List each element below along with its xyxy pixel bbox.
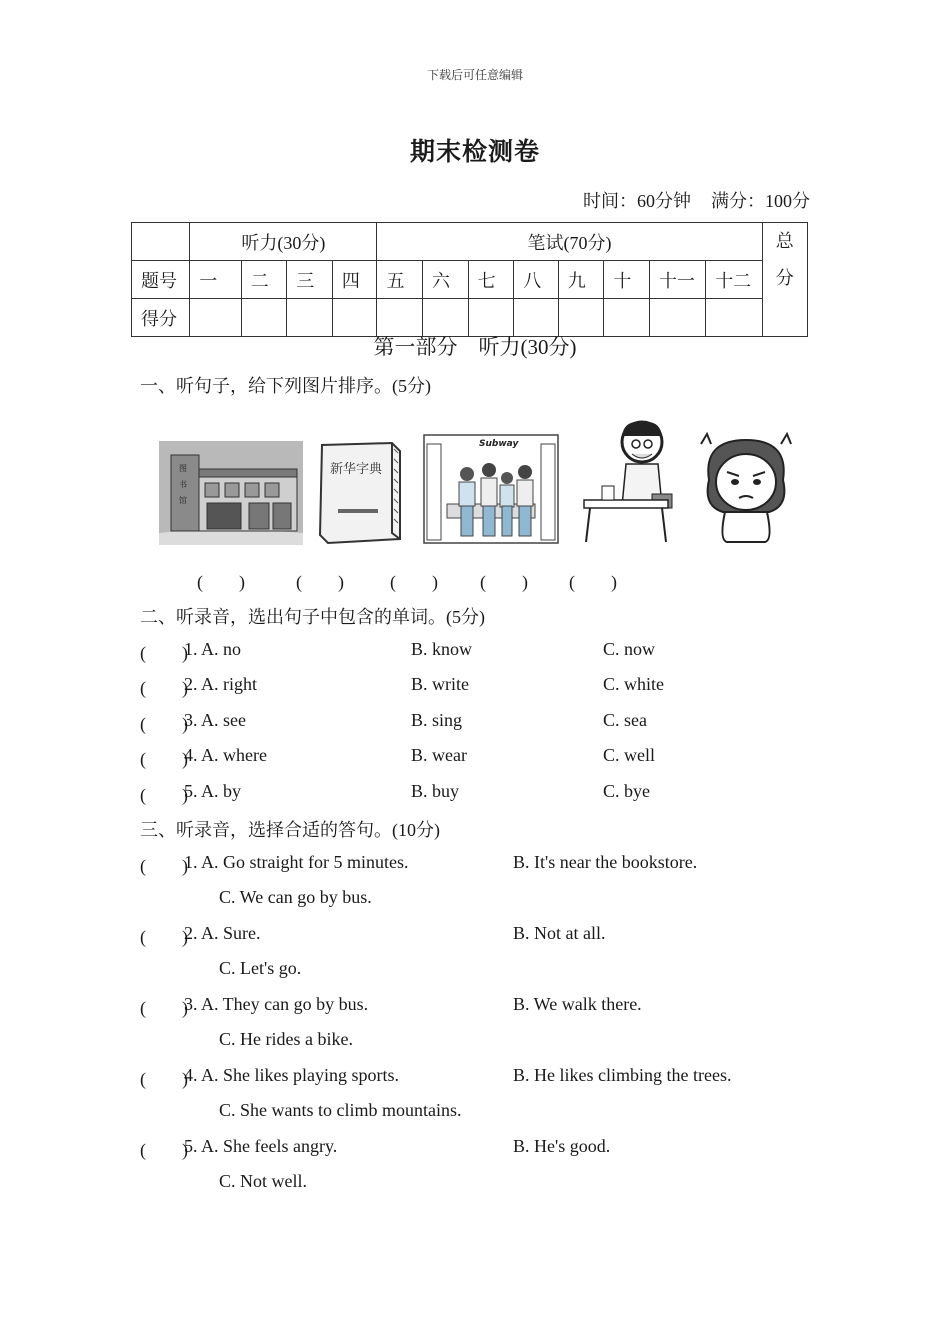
question-number: 九 — [558, 261, 604, 299]
answer-blank[interactable]: ( ) — [140, 678, 188, 698]
time-limit: 时间：60分钟 — [583, 191, 691, 211]
option-a: 1. A. Go straight for 5 minutes. — [184, 852, 409, 872]
question-number: 七 — [468, 261, 514, 299]
question-number: 六 — [423, 261, 469, 299]
option-a: 2. A. Sure. — [184, 923, 261, 943]
picture-answer-blank[interactable]: ( ) — [197, 572, 245, 592]
row-label-score: 得分 — [132, 299, 190, 337]
question-row — [140, 710, 840, 734]
svg-text:书: 书 — [179, 480, 187, 489]
question-row — [140, 781, 840, 805]
option-b: B. It's near the bookstore. — [513, 852, 698, 872]
row-label-number: 题号 — [132, 261, 190, 299]
subway-sign: Subway — [479, 439, 519, 449]
question-number: 八 — [514, 261, 559, 299]
answer-blank[interactable]: ( ) — [140, 749, 188, 769]
svg-text:馆: 馆 — [179, 496, 187, 505]
option-c: C. sea — [603, 710, 647, 730]
question-row — [140, 1065, 840, 1089]
answer-blank[interactable]: ( ) — [140, 998, 188, 1018]
question-number: 五 — [377, 261, 423, 299]
option-b: B. write — [411, 674, 469, 694]
option-b: B. Not at all. — [513, 923, 606, 943]
picture-answer-blank[interactable]: ( ) — [390, 572, 438, 592]
question-number: 十二 — [706, 261, 762, 299]
question-row — [140, 1136, 840, 1160]
question-row — [140, 852, 840, 876]
question-row — [140, 994, 840, 1018]
table-corner — [132, 223, 190, 261]
answer-blank[interactable]: ( ) — [140, 714, 188, 734]
option-a: 1. A. no — [184, 639, 242, 659]
subway-image — [423, 434, 559, 544]
question-number: 十一 — [649, 261, 705, 299]
option-c: C. She wants to climb mountains. — [219, 1100, 462, 1120]
answer-blank[interactable]: ( ) — [140, 856, 188, 876]
library-building-image — [159, 441, 303, 545]
exam-meta — [583, 187, 810, 213]
option-b: B. wear — [411, 745, 467, 765]
question-number: 四 — [332, 261, 377, 299]
svg-text:图: 图 — [179, 464, 187, 473]
option-c: C. He rides a bike. — [219, 1029, 353, 1049]
option-c: C. now — [603, 639, 656, 659]
question-number: 十 — [604, 261, 650, 299]
answer-blank[interactable]: ( ) — [140, 785, 188, 805]
option-c: C. white — [603, 674, 664, 694]
option-c: C. bye — [603, 781, 650, 801]
dictionary-title: 新华字典 — [330, 462, 383, 477]
option-a: 4. A. She likes playing sports. — [184, 1065, 399, 1085]
total-header: 总 分 — [762, 223, 807, 337]
section3-heading: 三、听录音，选择合适的答句。(10分) — [140, 820, 440, 840]
answer-blank[interactable]: ( ) — [140, 1140, 188, 1160]
grandpa-image — [582, 418, 678, 544]
option-c: C. Not well. — [219, 1171, 307, 1191]
option-b: B. know — [411, 639, 473, 659]
option-c: C. well — [603, 745, 655, 765]
question-number: 三 — [287, 261, 333, 299]
listening-header: 听力(30分) — [190, 223, 377, 261]
writing-header: 笔试(70分) — [377, 223, 762, 261]
option-a: 5. A. by — [184, 781, 242, 801]
option-a: 2. A. right — [184, 674, 258, 694]
section1-heading: 一、听句子，给下列图片排序。(5分) — [140, 376, 431, 396]
section2-heading: 二、听录音，选出句子中包含的单词。(5分) — [140, 607, 485, 627]
question-row — [140, 639, 840, 663]
picture-answer-blank[interactable]: ( ) — [569, 572, 617, 592]
question-number: 一 — [190, 261, 241, 299]
angry-girl-image — [697, 430, 795, 546]
option-a: 3. A. They can go by bus. — [184, 994, 369, 1014]
question-number: 二 — [241, 261, 287, 299]
picture-answer-blank[interactable]: ( ) — [480, 572, 528, 592]
option-a: 3. A. see — [184, 710, 246, 730]
option-b: B. He likes climbing the trees. — [513, 1065, 732, 1085]
question-row — [140, 745, 840, 769]
option-a: 5. A. She feels angry. — [184, 1136, 338, 1156]
question-row — [140, 923, 840, 947]
dictionary-image — [314, 439, 406, 547]
picture-answer-blank[interactable]: ( ) — [296, 572, 344, 592]
option-c: C. We can go by bus. — [219, 887, 372, 907]
option-c: C. Let's go. — [219, 958, 302, 978]
header-note: 下载后可任意编辑 — [426, 68, 523, 82]
question-row — [140, 674, 840, 698]
answer-blank[interactable]: ( ) — [140, 643, 188, 663]
answer-blank[interactable]: ( ) — [140, 1069, 188, 1089]
part-one-heading: 第一部分 听力(30分) — [373, 335, 577, 359]
option-a: 4. A. where — [184, 745, 267, 765]
full-score: 满分：100分 — [711, 191, 810, 211]
answer-blank[interactable]: ( ) — [140, 927, 188, 947]
score-table — [131, 222, 808, 337]
option-b: B. He's good. — [513, 1136, 611, 1156]
page-title: 期末检测卷 — [409, 139, 540, 166]
option-b: B. buy — [411, 781, 460, 801]
option-b: B. sing — [411, 710, 463, 730]
option-b: B. We walk there. — [513, 994, 642, 1014]
